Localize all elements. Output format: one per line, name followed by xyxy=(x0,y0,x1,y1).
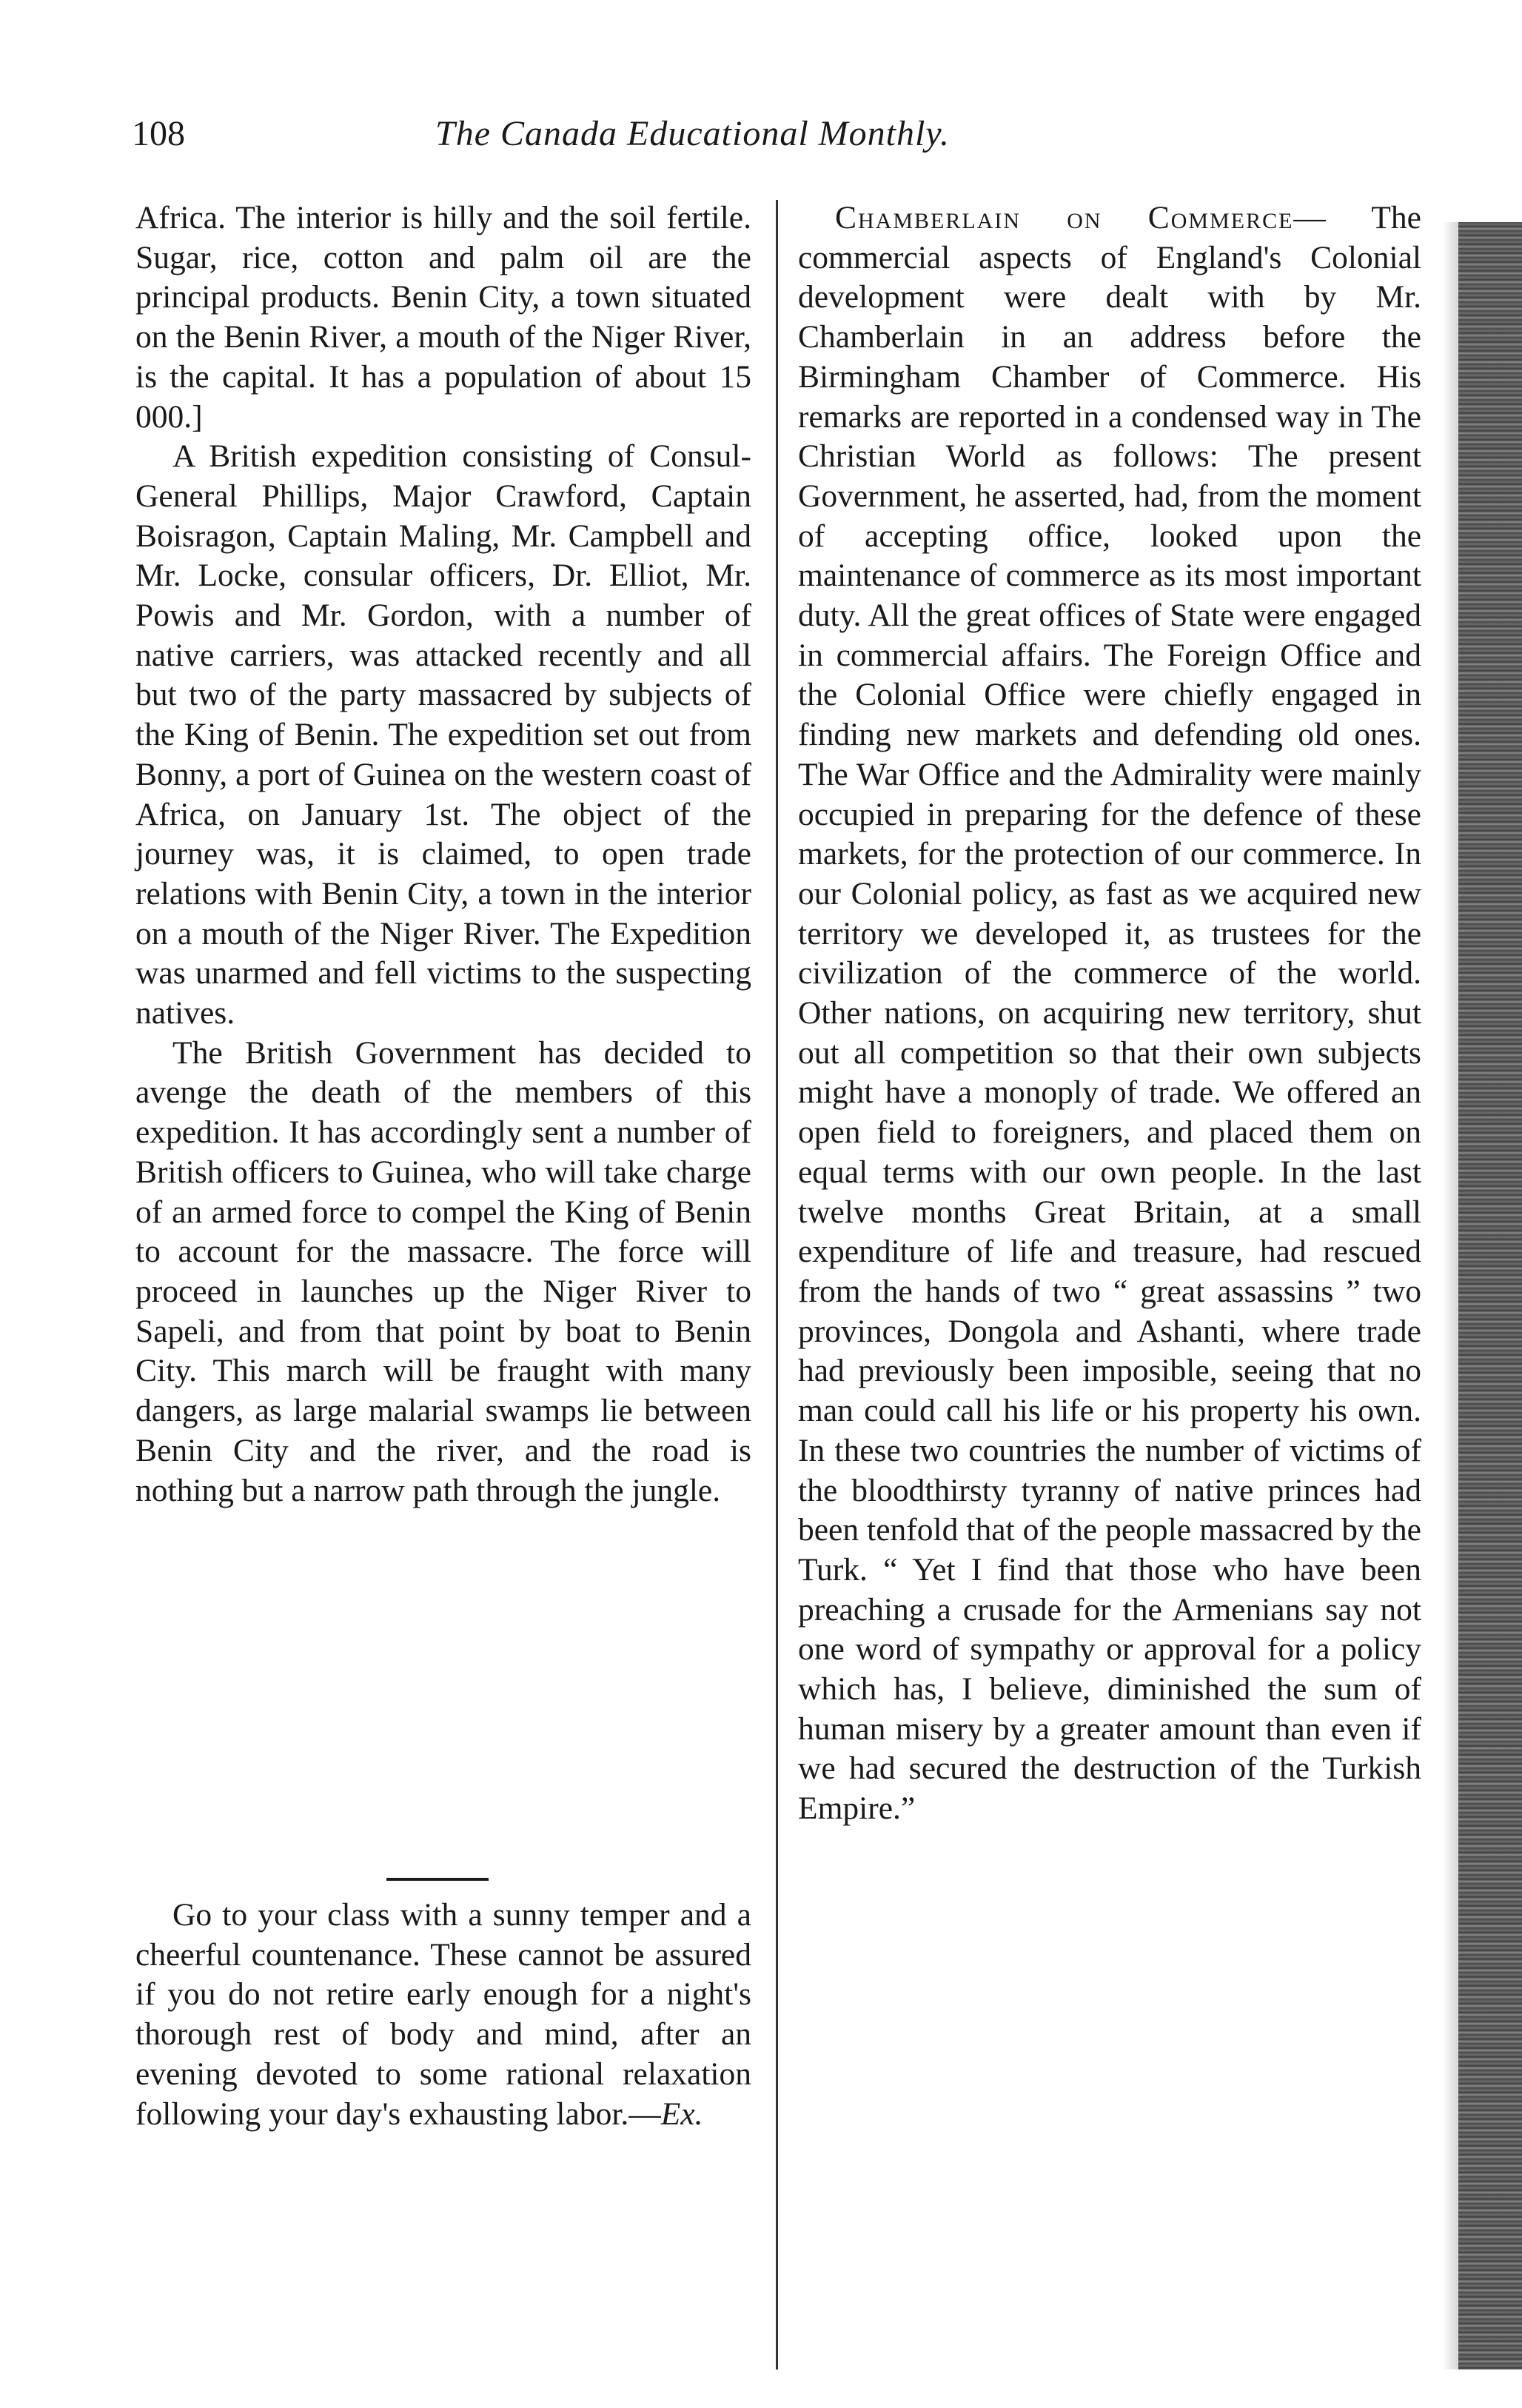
paragraph-government: The British Government has decided to avenge the death of the members of this expedition. It has accordingly sent a number of British officers to Guinea, who will take charge of an armed force to compel the King of Benin to account for the massacre. The force will proceed in launches up the Niger River to Sapeli, and from that point by boat to Benin City. This march will be fraught with many dangers, as large malarial swamps lie between Benin City and the river, and the road is nothing but a narrow path through the jungle. xyxy=(135,1034,751,1508)
section-divider xyxy=(386,1878,489,1881)
right-column xyxy=(798,198,1421,1829)
left-column xyxy=(135,198,751,1511)
page-edge-shadow xyxy=(1442,222,1458,2369)
class-advice-text: Go to your class with a sunny temper and a cheerful countenance. These cannot be assured if you do not retire early enough for a night's thorough rest of body and mind, after an evening devoted to some rational relaxation following your day's exhausting labor.— xyxy=(135,1897,751,2132)
paragraph-continuation: Africa. The interior is hilly and the soil fertile. Sugar, rice, cotton and palm oil are the principal products. Benin City, a town situated on the Benin River, a mouth of the Niger River, is the capital. It has a population of about 15 000.] xyxy=(135,200,751,435)
running-header xyxy=(132,108,1435,160)
journal-title: The Canada Educational Monthly. xyxy=(435,114,950,153)
section-heading: Chamberlain on Commerce— xyxy=(835,200,1327,235)
left-column-note xyxy=(135,1896,751,2134)
paragraph-class-advice xyxy=(135,1896,751,2134)
paragraph-chamberlain xyxy=(798,198,1421,1829)
source-attribution: Ex. xyxy=(660,2096,703,2132)
page-edge-scan xyxy=(1458,222,1522,2369)
column-divider xyxy=(776,200,778,2369)
page-number: 108 xyxy=(132,114,185,153)
chamberlain-body: The commercial aspects of England's Colonial development were dealt with by Mr. Chamberlain in an address before the Birmingham Chamber of Commerce. His remarks are reported in a condensed way in The Christian World as follows: The present Government, he asserted, had, from the moment of accepting office, looked upon the maintenance of commerce as its most important duty. All the great offices of State were engaged in commercial affairs. The Foreign Office and the Colonial Office were chiefly engaged in finding new markets and defending old ones. The War Office and the Admirality were mainly occupied in preparing for the defence of these markets, for the protection of our commerce. In our Colonial policy, as fast as we acquired new territory we developed it, as trustees for the civilization of the commerce of the world. Other nations, on acquiring new territory, shut out all competition so that their own subjects might have a monoply of trade. We offered an open field to foreigners, and placed them on equal terms with our own people. In the last twelve months Great Britain, at a small expenditure of life and treasure, had rescued from the hands of two “ great assassins ” two provinces, Dongola and Ashanti, where trade had previously been imposible, seeing that no man could call his life or his property his own. In these two countries the number of victims of the bloodthirsty tyranny of native princes had been tenfold that of the people massacred by the Turk. “ Yet I find that those who have been preaching a crusade for the Armenians say not one word of sympathy or approval for a policy which has, I believe, diminished the sum of human misery by a greater amount than even if we had secured the destruction of the Turkish Empire.” xyxy=(798,200,1421,1827)
paragraph-expedition: A British expedition consisting of Consul-General Phillips, Major Crawford, Captain Boisragon, Captain Maling, Mr. Campbell and Mr. Locke, consular officers, Dr. Elliot, Mr. Powis and Mr. Gordon, with a number of native carriers, was attacked recently and all but two of the party massacred by subjects of the King of Benin. The expedition set out from Bonny, a port of Guinea on the western coast of Africa, on January 1st. The object of the journey was, it is claimed, to open trade relations with Benin City, a town in the interior on a mouth of the Niger River. The Expedition was unarmed and fell victims to the suspecting natives. xyxy=(135,438,751,1031)
